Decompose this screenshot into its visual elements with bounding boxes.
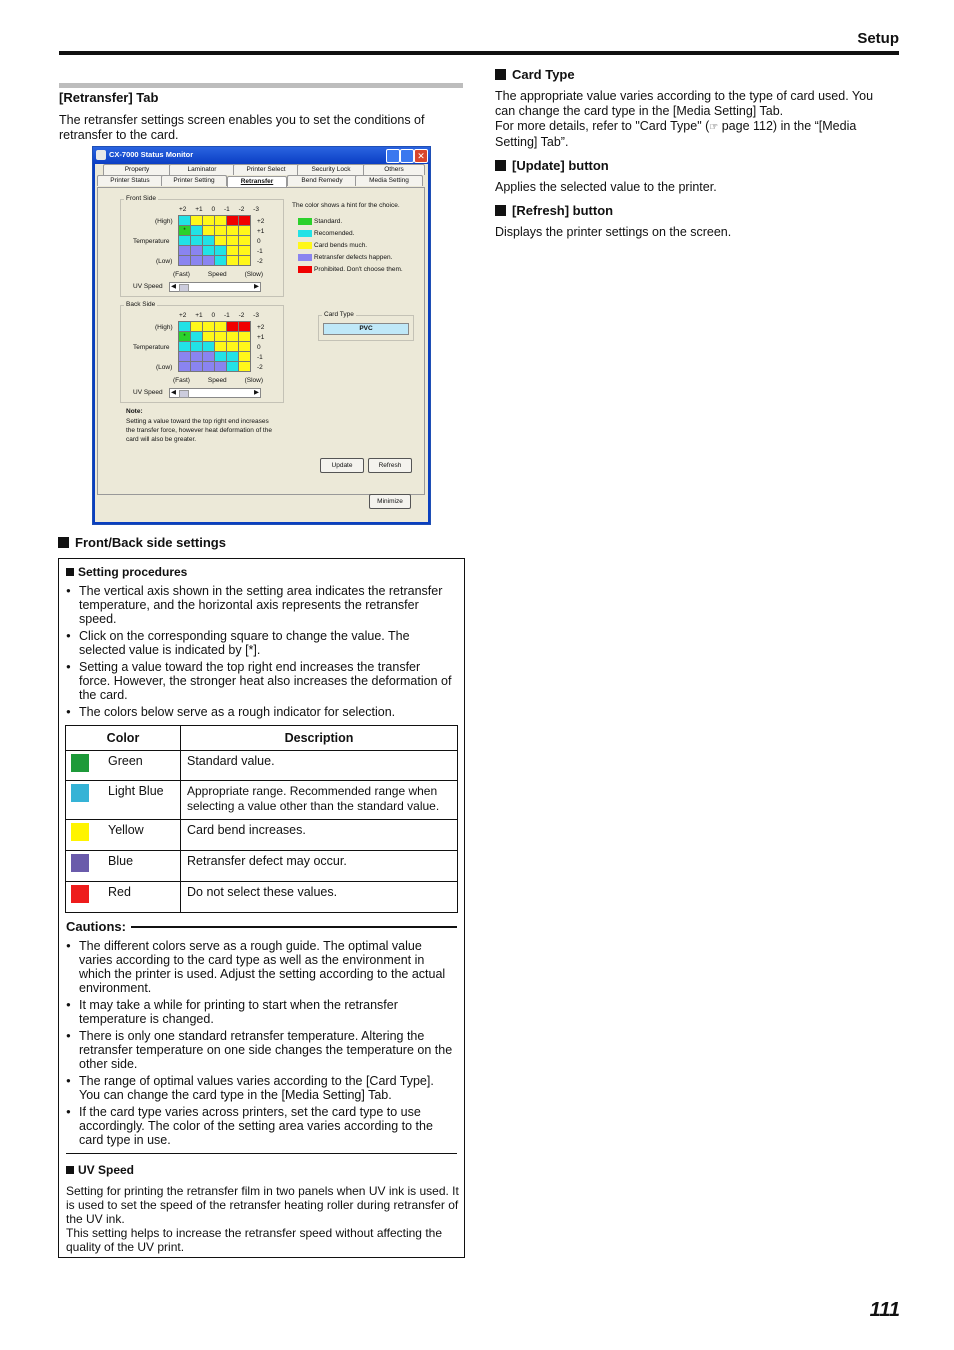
row-value: 0 [257, 344, 261, 351]
refresh-button-heading [495, 203, 613, 218]
window-minimize-icon[interactable] [386, 149, 400, 163]
row-value: +2 [257, 218, 265, 225]
grid-row [179, 342, 251, 352]
tab-property[interactable]: Property [103, 164, 171, 175]
front-high-label: (High) [155, 218, 173, 225]
description-cell: Do not select these values. [181, 882, 458, 913]
cautions-heading: Cautions: [66, 919, 126, 934]
bullet-square-icon [495, 205, 506, 216]
grid-row [179, 246, 251, 256]
grid-cell[interactable] [227, 362, 239, 372]
col-header: 0 [211, 312, 216, 319]
grid-cell[interactable] [227, 352, 239, 362]
col-header: -3 [253, 206, 259, 213]
color-cell [66, 851, 181, 882]
color-name: Yellow [108, 823, 144, 837]
minimize-button[interactable]: Minimize [369, 494, 411, 509]
grid-cell[interactable] [179, 362, 191, 372]
grid-cell[interactable] [215, 226, 227, 236]
col-header: +1 [195, 206, 203, 213]
uv-speed-heading [66, 1163, 134, 1177]
list-item: ● There is only one standard retransfer temperature. Altering the retransfer temperature on one side changes the temperature on the other side. [66, 1029, 456, 1071]
tab-bend-remedy[interactable]: Bend Remedy [287, 175, 357, 186]
section-rule [59, 83, 463, 88]
table-row [66, 851, 458, 882]
color-cell [66, 820, 181, 851]
legend-title: The color shows a hint for the choice. [292, 202, 400, 209]
retransfer-heading: [Retransfer] Tab [59, 90, 159, 105]
col-header: -2 [238, 206, 245, 213]
grid-cell[interactable] [203, 226, 215, 236]
back-col-headers [179, 312, 259, 319]
grid-cell[interactable] [239, 362, 251, 372]
grid-cell[interactable] [239, 216, 251, 226]
list-item: ● The different colors serve as a rough guide. The optimal value varies according to the card type as well as the environment in which the printer is used. Adjust the setting according to the actual environment. [66, 939, 456, 995]
grid-cell[interactable] [191, 256, 203, 266]
refresh-heading-text: [Refresh] button [512, 203, 614, 218]
grid-cell[interactable] [191, 342, 203, 352]
grid-cell[interactable] [215, 216, 227, 226]
uv-speed-para: This setting helps to increase the retransfer speed without affecting the quality of the UV print. [66, 1226, 442, 1254]
back-uv-speed-slider[interactable] [169, 388, 261, 398]
color-cell [66, 751, 181, 781]
ref-text: For more details, refer to "Card Type" ( [495, 119, 710, 133]
table-row [66, 781, 458, 820]
col-header: +2 [179, 312, 187, 319]
retransfer-panel [97, 187, 425, 495]
scroll-left-icon[interactable]: ◀ [171, 283, 176, 290]
bullet-square-icon [495, 160, 506, 171]
window-titlebar [93, 147, 430, 164]
table-row [66, 820, 458, 851]
legend-swatch [298, 254, 312, 261]
grid-cell[interactable] [191, 216, 203, 226]
legend-item [298, 239, 403, 251]
front-row-values [257, 217, 264, 267]
card-type-heading [495, 67, 575, 82]
grid-cell[interactable] [227, 246, 239, 256]
grid-cell[interactable] [179, 256, 191, 266]
window-maximize-icon[interactable] [400, 149, 414, 163]
list-item: ● It may take a while for printing to start when the retransfer temperature is changed. [66, 998, 456, 1026]
list-item: ● If the card type varies across printers, set the card type to use accordingly. The color of the setting area varies according to the card type in use. [66, 1105, 456, 1147]
list-item: ● The range of optimal values varies according to the [Card Type]. You can change the card type in the [Media Setting] Tab. [66, 1074, 456, 1102]
grid-cell[interactable] [227, 216, 239, 226]
legend-swatch [298, 266, 312, 273]
list-item: ● Click on the corresponding square to change the value. The selected value is indicated by [*]. [66, 629, 454, 657]
slider-thumb[interactable] [179, 284, 189, 292]
row-value: 0 [257, 238, 261, 245]
update-text: Applies the selected value to the printer. [495, 180, 717, 194]
list-item: ● The vertical axis shown in the setting area indicates the retransfer temperature, and the horizontal axis represents the retransfer speed. [66, 584, 454, 626]
grid-cell[interactable] [203, 246, 215, 256]
list-item: ● The colors below serve as a rough indicator for selection. [66, 705, 454, 719]
color-swatch [71, 754, 89, 772]
uv-speed-heading-text: UV Speed [78, 1163, 135, 1177]
grid-cell[interactable] [239, 332, 251, 342]
row-value: -1 [257, 354, 263, 361]
front-uv-speed-label: UV Speed [133, 283, 163, 290]
card-type-heading-text: Card Type [512, 67, 575, 82]
grid-cell[interactable] [215, 256, 227, 266]
col-header: -1 [223, 312, 230, 319]
front-side-group [120, 195, 284, 297]
grid-row [179, 216, 251, 226]
description-cell: Retransfer defect may occur. [181, 851, 458, 882]
tab-printer-status[interactable]: Printer Status [97, 175, 163, 186]
table-row [66, 751, 458, 781]
grid-cell[interactable] [191, 362, 203, 372]
update-heading-text: [Update] button [512, 158, 609, 173]
uv-speed-para: Setting for printing the retransfer film in two panels when UV ink is used. It is used to set the speed of the retransfer heating roller during retransfer of the UV ink. [66, 1184, 459, 1226]
legend-item [298, 215, 403, 227]
color-cell [66, 882, 181, 913]
speed-label: Speed [207, 271, 227, 278]
cautions-list [66, 939, 456, 1150]
grid-row [179, 352, 251, 362]
note-text: Setting a value toward the top right end increases the transfer force, however heat deformation of the card will also be greater. [126, 418, 272, 443]
retransfer-intro: The retransfer settings screen enables you to set the conditions of retransfer to the card. [59, 113, 425, 142]
grid-cell[interactable] [203, 216, 215, 226]
fast-label: (Fast) [173, 377, 190, 384]
grid-cell[interactable] [239, 322, 251, 332]
back-side-grid[interactable] [178, 321, 251, 372]
front-temperature-label: Temperature [133, 238, 170, 245]
grid-cell[interactable] [227, 342, 239, 352]
back-side-group [120, 301, 284, 403]
legend-label: Prohibited. Don't choose them. [314, 265, 403, 273]
table-row [66, 882, 458, 913]
grid-cell[interactable] [203, 256, 215, 266]
grid-cell[interactable] [203, 322, 215, 332]
page-number: 111 [869, 1299, 900, 1321]
description-cell: Standard value. [181, 751, 458, 781]
cautions-rule [131, 926, 457, 928]
description-cell: Appropriate range. Recommended range when selecting a value other than the standard value. [181, 781, 458, 820]
legend-label: Retransfer defects happen. [314, 253, 393, 261]
color-swatch [71, 885, 89, 903]
color-swatch [71, 854, 89, 872]
front-side-label: Front Side [126, 195, 156, 202]
legend-swatch [298, 242, 312, 249]
color-header: Color [66, 726, 181, 751]
grid-cell[interactable] [191, 322, 203, 332]
grid-row [179, 236, 251, 246]
ref-text: page 112) in the “[Media Setting] Tab”. [495, 119, 857, 149]
card-type-text [495, 89, 895, 150]
card-type-group [318, 311, 414, 341]
grid-cell[interactable] [239, 246, 251, 256]
grid-cell[interactable] [191, 352, 203, 362]
color-name: Light Blue [108, 784, 164, 798]
card-type-para [495, 119, 895, 150]
grid-cell[interactable]: * [179, 226, 191, 236]
uv-speed-text [66, 1184, 459, 1254]
card-type-label: Card Type [324, 311, 354, 318]
grid-row [179, 226, 251, 236]
front-back-heading [58, 535, 226, 550]
back-low-label: (Low) [156, 364, 173, 371]
scroll-right-icon[interactable]: ▶ [254, 283, 259, 290]
grid-cell[interactable] [239, 256, 251, 266]
grid-cell[interactable] [227, 322, 239, 332]
grid-row [179, 256, 251, 266]
window-close-icon[interactable]: ✕ [414, 149, 428, 163]
tab-media-setting[interactable]: Media Setting [355, 175, 423, 186]
color-name: Blue [108, 854, 134, 868]
grid-cell[interactable] [203, 352, 215, 362]
card-type-field[interactable]: PVC [323, 323, 409, 335]
grid-row [179, 362, 251, 372]
color-swatch [71, 784, 89, 802]
grid-cell[interactable] [227, 256, 239, 266]
front-col-headers [179, 206, 259, 213]
fast-label: (Fast) [173, 271, 190, 278]
grid-cell[interactable] [179, 342, 191, 352]
update-button-heading [495, 158, 609, 173]
grid-cell[interactable] [227, 332, 239, 342]
grid-cell[interactable] [203, 236, 215, 246]
cautions-header [66, 919, 457, 934]
col-header: 0 [211, 206, 216, 213]
color-legend [298, 215, 403, 275]
grid-cell[interactable] [215, 322, 227, 332]
grid-cell[interactable] [191, 226, 203, 236]
color-name: Red [108, 885, 131, 899]
row-value: +2 [257, 324, 265, 331]
uv-divider [66, 1153, 457, 1154]
tab-laminator[interactable]: Laminator [169, 164, 235, 175]
status-monitor-window [92, 146, 431, 525]
legend-item [298, 263, 403, 275]
col-header: +2 [179, 206, 187, 213]
color-name: Green [108, 754, 143, 768]
row-value: +1 [257, 334, 265, 341]
grid-cell[interactable] [191, 236, 203, 246]
col-header: -2 [238, 312, 245, 319]
procedures-heading-text: Setting procedures [78, 565, 188, 579]
col-header: +1 [195, 312, 203, 319]
legend-swatch [298, 230, 312, 237]
grid-row [179, 332, 251, 342]
grid-cell[interactable] [179, 236, 191, 246]
slider-thumb[interactable] [179, 390, 189, 398]
header-rule [59, 51, 899, 55]
grid-cell[interactable] [203, 342, 215, 352]
front-speed-labels [173, 271, 263, 278]
section-title: Setup [857, 30, 899, 47]
legend-label: Recomended. [314, 229, 355, 237]
slow-label: (Slow) [244, 271, 263, 278]
row-value: -2 [257, 364, 263, 371]
grid-cell[interactable] [239, 236, 251, 246]
scroll-right-icon[interactable]: ▶ [254, 389, 259, 396]
list-item: ● Setting a value toward the top right end increases the transfer force. However, the stronger heat also increases the deformation of the card. [66, 660, 454, 702]
col-header: -1 [223, 206, 230, 213]
row-value: -1 [257, 248, 263, 255]
grid-cell[interactable] [179, 246, 191, 256]
procedures-list [66, 584, 454, 722]
grid-cell[interactable] [179, 352, 191, 362]
grid-cell[interactable] [215, 332, 227, 342]
grid-cell[interactable] [203, 362, 215, 372]
slow-label: (Slow) [244, 377, 263, 384]
legend-swatch [298, 218, 312, 225]
row-value: -2 [257, 258, 263, 265]
back-speed-labels [173, 377, 263, 384]
card-type-para: The appropriate value varies according to the type of card used. You can change the card type in the [Media Setting] Tab. [495, 89, 874, 118]
tab-retransfer[interactable]: Retransfer [227, 176, 287, 187]
app-icon [96, 150, 106, 160]
speed-label: Speed [207, 377, 227, 384]
legend-label: Card bends much. [314, 241, 368, 249]
color-swatch [71, 823, 89, 841]
update-button[interactable]: Update [320, 458, 364, 473]
color-cell [66, 781, 181, 820]
row-value: +1 [257, 228, 265, 235]
grid-cell[interactable] [215, 362, 227, 372]
back-uv-speed-label: UV Speed [133, 389, 163, 396]
grid-cell[interactable] [191, 246, 203, 256]
back-row-values [257, 323, 264, 373]
refresh-button[interactable]: Refresh [368, 458, 412, 473]
front-uv-speed-slider[interactable] [169, 282, 261, 292]
legend-item [298, 227, 403, 239]
tab-others[interactable]: Others [363, 164, 425, 175]
grid-cell[interactable] [215, 246, 227, 256]
back-temperature-label: Temperature [133, 344, 170, 351]
tab-printer-select[interactable]: Printer Select [233, 164, 299, 175]
col-header: -3 [253, 312, 259, 319]
front-low-label: (Low) [156, 258, 173, 265]
grid-cell[interactable] [239, 352, 251, 362]
grid-cell[interactable] [179, 216, 191, 226]
scroll-left-icon[interactable]: ◀ [171, 389, 176, 396]
grid-cell[interactable] [215, 342, 227, 352]
description-header: Description [181, 726, 458, 751]
grid-cell[interactable] [215, 352, 227, 362]
grid-cell[interactable] [215, 236, 227, 246]
grid-cell[interactable] [239, 226, 251, 236]
tab-printer-setting[interactable]: Printer Setting [161, 175, 227, 186]
back-high-label: (High) [155, 324, 173, 331]
bullet-square-icon [66, 1166, 74, 1174]
back-side-label: Back Side [126, 301, 156, 308]
procedures-heading [66, 565, 187, 579]
front-side-grid[interactable] [178, 215, 251, 266]
grid-cell[interactable] [227, 226, 239, 236]
grid-cell[interactable] [227, 236, 239, 246]
grid-cell[interactable] [203, 332, 215, 342]
bullet-square-icon [58, 537, 69, 548]
front-back-heading-text: Front/Back side settings [75, 535, 226, 550]
grid-cell[interactable] [179, 322, 191, 332]
page-ref-icon: ☞ [709, 122, 719, 133]
grid-row [179, 322, 251, 332]
tab-security-lock[interactable]: Security Lock [297, 164, 365, 175]
grid-cell[interactable] [239, 342, 251, 352]
color-table [65, 725, 458, 913]
bullet-square-icon [495, 69, 506, 80]
window-title: CX-7000 Status Monitor [109, 150, 194, 159]
front-back-box [58, 558, 465, 1258]
legend-label: Standard. [314, 217, 343, 225]
window-body [95, 164, 428, 522]
note-title: Note: [126, 408, 143, 415]
refresh-text: Displays the printer settings on the screen. [495, 225, 732, 239]
grid-cell[interactable]: * [179, 332, 191, 342]
legend-item [298, 251, 403, 263]
grid-cell[interactable] [191, 332, 203, 342]
description-cell: Card bend increases. [181, 820, 458, 851]
bullet-square-icon [66, 568, 74, 576]
